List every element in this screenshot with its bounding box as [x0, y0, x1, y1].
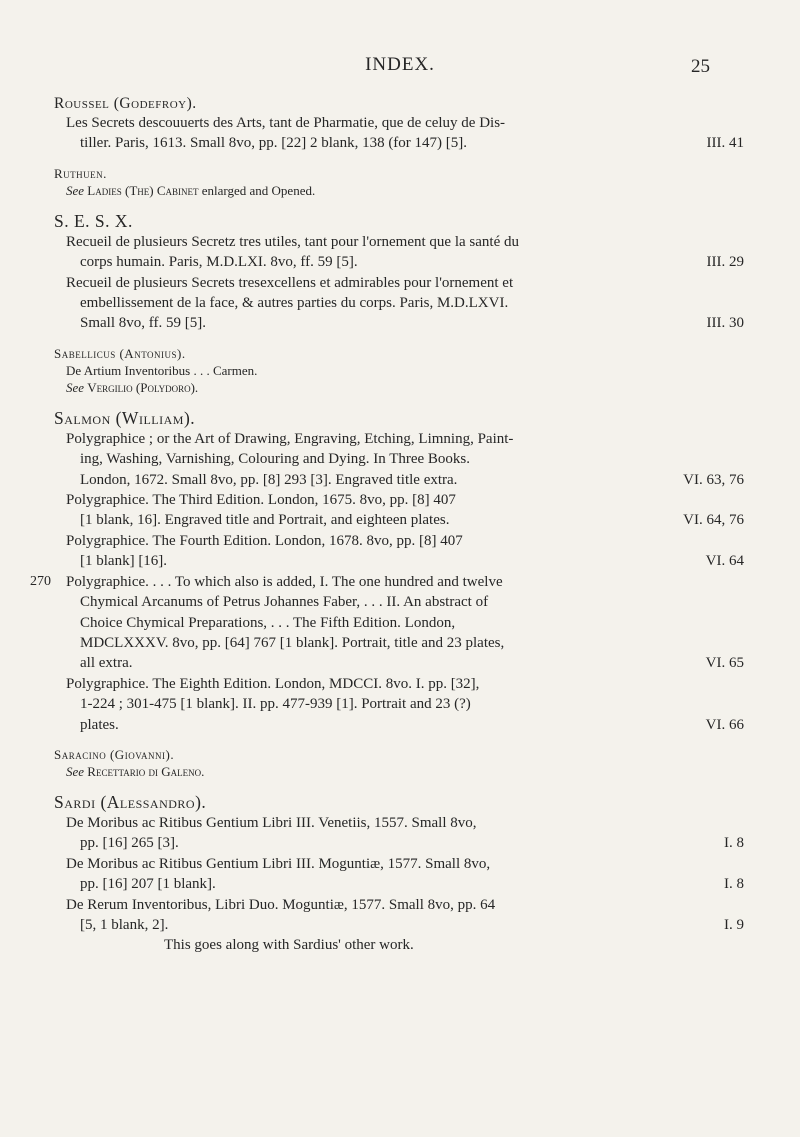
page-number: 25 — [691, 56, 710, 77]
entry-line: pp. [16] 207 [1 blank]. I. 8 — [54, 874, 744, 894]
volume-ref: VI. 65 — [705, 655, 744, 672]
entry-line: Les Secrets descouuerts des Arts, tant de Pharmatie, que de celuy de Dis- — [66, 115, 506, 131]
index-entry — [30, 407, 744, 735]
see-reference: See Recettario di Galeno. — [66, 763, 205, 779]
entry-subtitle: De Artium Inventoribus . . . Carmen. — [66, 362, 258, 378]
entry-line: Polygraphice. The Fourth Edition. London, 1678. 8vo, pp. [8] 407 — [66, 532, 463, 549]
entry-line: 270 Polygraphice. . . . To which also is added, I. The one hundred and twelve — [54, 572, 744, 592]
volume-ref: III. 41 — [706, 135, 744, 152]
entry-line: Choice Chymical Preparations, . . . The Fifth Edition. London, — [80, 614, 456, 631]
index-body — [30, 95, 744, 956]
entry-line: 1-224 ; 301-475 [1 blank]. II. pp. 477-939 [1]. Portrait and 23 (?) — [80, 696, 471, 713]
running-head: INDEX. — [365, 54, 435, 75]
volume-ref: I. 8 — [724, 876, 744, 893]
see-target-link: Vergilio (Polydoro). — [87, 379, 199, 395]
entry-line: Chymical Arcanums of Petrus Johannes Faber, . . . II. An abstract of — [80, 594, 489, 611]
entry-line: [1 blank, 16]. Engraved title and Portrait, and eighteen plates. VI. 64, 76 — [54, 510, 744, 530]
entry-line: London, 1672. Small 8vo, pp. [8] 293 [3]. Engraved title extra. VI. 63, 76 — [54, 470, 744, 490]
entry-heading: Salmon (William). — [54, 407, 196, 428]
see-target-link: Ladies (The) Cabinet — [87, 182, 199, 198]
volume-ref: VI. 64, 76 — [683, 512, 744, 529]
entry-line: Polygraphice. The Third Edition. London, 1675. 8vo, pp. [8] 407 — [66, 492, 456, 509]
entry-line: pp. [16] 265 [3]. I. 8 — [54, 833, 744, 853]
index-entry — [54, 792, 744, 956]
volume-ref: VI. 66 — [705, 716, 744, 733]
entry-line: De Rerum Inventoribus, Libri Duo. Moguntiæ, 1577. Small 8vo, pp. 64 — [66, 896, 496, 913]
entry-heading: Sabellicus (Antonius). — [54, 345, 186, 361]
see-reference: See Vergilio (Polydoro). — [66, 379, 199, 395]
entry-line: De Moribus ac Ritibus Gentium Libri III. Moguntiæ, 1577. Small 8vo, — [66, 855, 491, 872]
index-entry — [54, 747, 744, 780]
entry-line: embellissement de la face, & autres parties du corps. Paris, M.D.LXVI. — [80, 295, 509, 312]
entry-line: all extra. VI. 65 — [54, 653, 744, 673]
index-entry — [54, 95, 744, 154]
volume-ref: VI. 63, 76 — [683, 471, 744, 488]
entry-line: Polygraphice ; or the Art of Drawing, Engraving, Etching, Limning, Paint- — [66, 430, 514, 447]
index-entry — [54, 346, 744, 396]
see-reference: See Ladies (The) Cabinet enlarged and Opened. — [66, 182, 316, 198]
entry-line: De Moribus ac Ritibus Gentium Libri III. Venetiis, 1557. Small 8vo, — [66, 814, 477, 831]
index-entry — [54, 166, 744, 199]
entry-line: Recueil de plusieurs Secretz tres utiles, tant pour l'ornement que la santé du — [66, 233, 519, 250]
see-target-link: Recettario di Galeno. — [87, 763, 205, 779]
volume-ref: I. 8 — [724, 835, 744, 852]
entry-line: [1 blank] [16]. VI. 64 — [54, 551, 744, 571]
entry-line: corps humain. Paris, M.D.LXI. 8vo, ff. 59 [5]. III. 29 — [54, 252, 744, 272]
entry-line: MDCLXXXV. 8vo, pp. [64] 767 [1 blank]. Portrait, title and 23 plates, — [80, 634, 505, 651]
entry-heading: Saracino (Giovanni). — [54, 746, 175, 762]
volume-ref: III. 30 — [706, 315, 744, 332]
index-entry — [54, 211, 744, 334]
entry-heading: Ruthuen. — [54, 165, 107, 181]
margin-number: 270 — [30, 573, 51, 589]
volume-ref: VI. 64 — [705, 553, 744, 570]
entry-line: plates. VI. 66 — [54, 715, 744, 735]
volume-ref: I. 9 — [724, 916, 744, 933]
entry-note: This goes along with Sardius' other work. — [164, 937, 414, 954]
volume-ref: III. 29 — [706, 254, 744, 271]
entry-heading: Sardi (Alessandro). — [54, 791, 207, 812]
entry-line: Recueil de plusieurs Secrets tresexcellens et admirables pour l'ornement et — [66, 274, 514, 291]
entry-line: tiller. Paris, 1613. Small 8vo, pp. [22] 2 blank, 138 (for 147) [5]. III. 41 — [54, 133, 744, 153]
entry-heading: Roussel (Godefroy). — [54, 95, 197, 112]
entry-line: [5, 1 blank, 2]. I. 9 — [54, 915, 744, 935]
entry-line: ing, Washing, Varnishing, Colouring and Dying. In Three Books. — [80, 451, 471, 468]
entry-line: Polygraphice. The Eighth Edition. London, MDCCI. 8vo. I. pp. [32], — [66, 675, 480, 692]
entry-line: Small 8vo, ff. 59 [5]. III. 30 — [54, 313, 744, 333]
entry-heading: S. E. S. X. — [54, 210, 133, 231]
